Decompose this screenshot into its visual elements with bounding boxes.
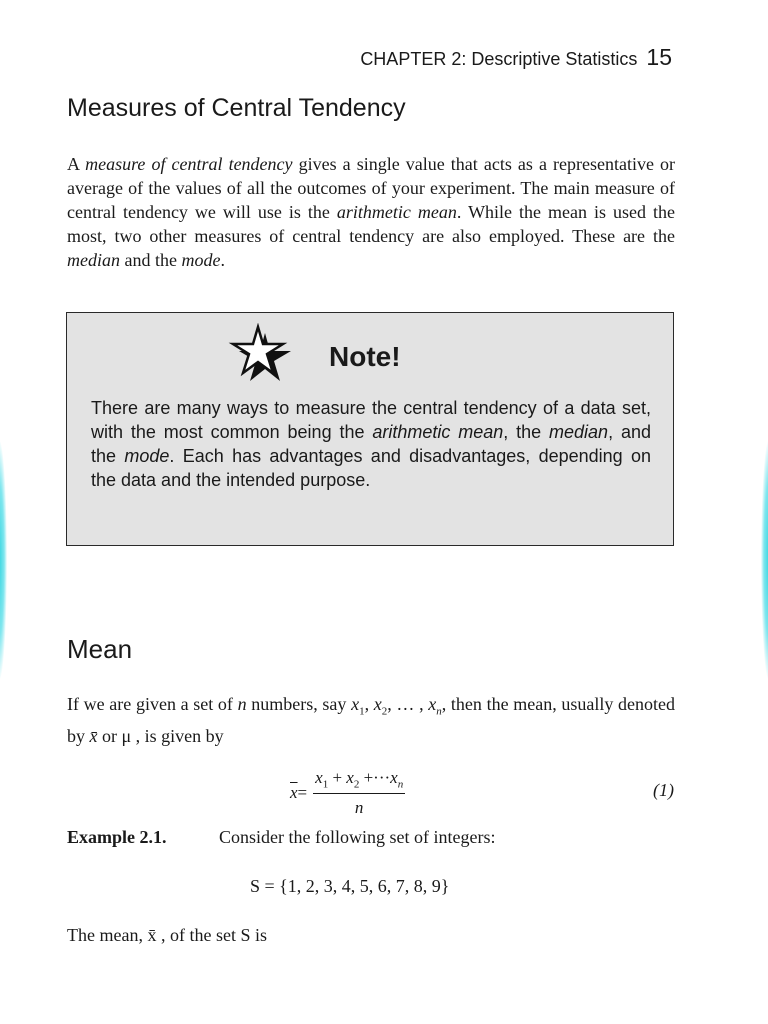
text-run: . Each has advantages and disadvantages, depending on the data and the intended purpose. — [91, 446, 652, 490]
emphasis: median — [67, 250, 120, 270]
emphasis: mode — [181, 250, 221, 270]
denominator: n — [354, 798, 364, 818]
operator: + — [328, 768, 347, 787]
text-run: , — [364, 694, 374, 714]
text-run: numbers, say — [246, 694, 352, 714]
math-var: x — [351, 694, 360, 714]
emphasis: arithmetic mean — [336, 202, 457, 222]
note-body — [91, 396, 651, 492]
numerator — [313, 768, 405, 794]
star-icon — [225, 323, 299, 385]
right-edge-decoration — [761, 440, 768, 680]
chapter-title: CHAPTER 2: Descriptive Statistics — [360, 49, 638, 69]
subscript: n — [436, 705, 442, 718]
text-run: gives a single value that acts as a representative or average of the values of all the outcomes of your experiment. The main measure of central tendency we will use is the — [67, 154, 676, 222]
math-var: x̄ — [89, 725, 98, 746]
text-run: , then the mean, usually denoted by — [67, 694, 676, 746]
math-var: x̄ — [147, 925, 157, 945]
set-definition: S = {1, 2, 3, 4, 5, 6, 7, 8, 9} — [250, 876, 450, 896]
text-run: , of the set S is — [156, 925, 267, 945]
intro-paragraph — [67, 152, 675, 272]
text-run: , the — [503, 422, 550, 442]
subscript: 2 — [381, 705, 388, 718]
math-var: x — [428, 694, 437, 714]
mean-of-set-text — [67, 925, 267, 946]
text-run: A — [67, 154, 86, 174]
text-run: , … , — [387, 694, 429, 714]
fraction — [313, 768, 405, 818]
running-header — [360, 44, 672, 71]
math-var: x — [373, 694, 382, 714]
example-label: Example 2.1. — [67, 827, 167, 847]
subscript: 2 — [353, 778, 360, 791]
emphasis: median — [549, 422, 609, 442]
subscript: 1 — [322, 778, 329, 791]
text-run: If we are given a set of — [67, 694, 238, 714]
text-run: . — [220, 250, 225, 270]
note-box — [66, 312, 674, 546]
text-run: . While the mean is used the most, two other measures of central tendency are also employed. These are the — [67, 202, 675, 246]
text-run: There are many ways to measure the central tendency of a data set, with the most common being the — [91, 398, 651, 442]
mean-paragraph — [67, 692, 675, 748]
equation-number: (1) — [653, 780, 674, 800]
mean-formula — [290, 768, 405, 818]
left-edge-decoration — [0, 440, 7, 680]
mean-heading: Mean — [67, 634, 133, 664]
page-number: 15 — [646, 44, 672, 70]
text-run: and the — [120, 250, 182, 270]
text-run: , and the — [91, 422, 651, 466]
math-var: x — [315, 768, 323, 787]
emphasis: arithmetic mean — [372, 422, 504, 442]
math-var: x — [346, 768, 354, 787]
emphasis: measure of central tendency — [85, 154, 293, 174]
text-run: or μ , is given by — [97, 725, 224, 746]
text-run: The mean, — [67, 925, 148, 945]
note-title: Note! — [329, 341, 401, 372]
equals-sign: = — [297, 783, 308, 803]
math-var: n — [237, 694, 247, 714]
note-header — [225, 323, 401, 385]
math-var: x — [390, 768, 398, 787]
formula-lhs: $\overline{x}$ — [290, 783, 298, 803]
subscript: 1 — [359, 705, 365, 718]
emphasis: mode — [124, 446, 170, 466]
operator: +··· — [359, 768, 391, 787]
subscript: n — [397, 778, 404, 791]
example-text: Consider the following set of integers: — [219, 827, 496, 847]
section-title: Measures of Central Tendency — [67, 94, 406, 122]
example-line — [67, 827, 495, 848]
